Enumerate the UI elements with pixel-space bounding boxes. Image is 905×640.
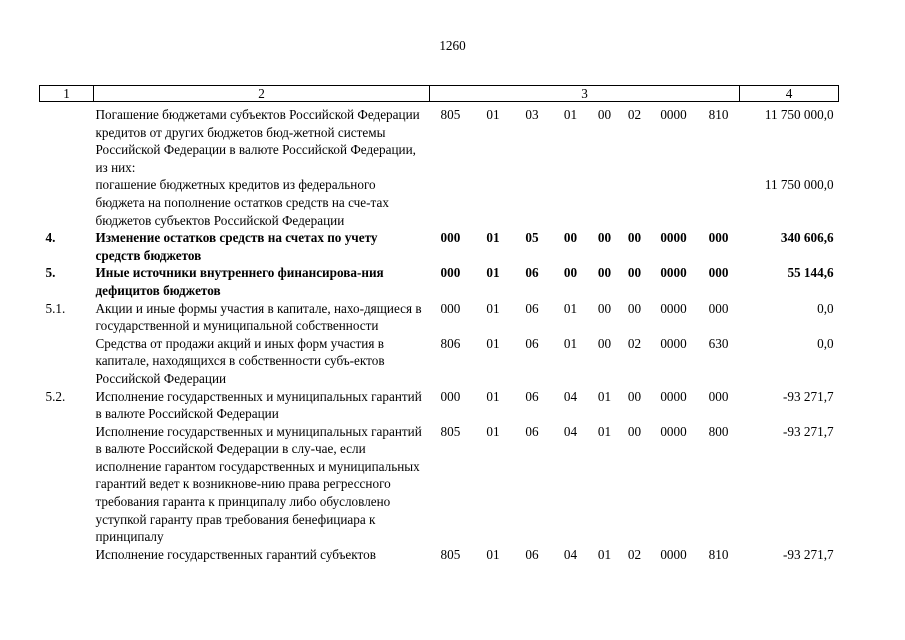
subgroup-code: 06 <box>525 335 539 351</box>
group-code: 01 <box>486 300 500 316</box>
row-amount: -93 271,7 <box>783 546 834 562</box>
subgroup-code: 06 <box>525 546 539 562</box>
row-name: погашение бюджетных кредитов из федерального бюджета на пополнение остатков средств на сче-тах бюджетов субъектов Российской Федерации <box>95 177 389 228</box>
classification-code: 800 <box>708 423 729 439</box>
row-name: Иные источники внутреннего финансирова-ния дефицитов бюджетов <box>95 265 384 298</box>
table-body <box>40 102 839 564</box>
subgroup-code: 05 <box>525 230 539 246</box>
subarticle-code: 01 <box>597 388 612 404</box>
row-number: 4. <box>45 230 56 246</box>
classification-code: 000 <box>708 265 729 281</box>
classification-code: 000 <box>708 230 729 246</box>
group-code: 01 <box>486 265 500 281</box>
admin-code: 000 <box>440 230 461 246</box>
subarticle-code: 01 <box>597 546 612 562</box>
classification-code: 810 <box>708 107 729 122</box>
admin-code: 000 <box>440 388 461 404</box>
row-name: Средства от продажи акций и иных форм участия в капитале, находящихся в собственности субъ-ектов Российской Федерации <box>95 335 385 386</box>
header-col-1: 1 <box>40 86 94 102</box>
program-code: 0000 <box>660 335 687 351</box>
element-code: 00 <box>627 423 642 439</box>
row-number <box>40 335 94 388</box>
row-number: 5.2. <box>45 388 66 404</box>
element-code: 02 <box>627 546 642 562</box>
program-code: 0000 <box>660 107 687 122</box>
row-amount: -93 271,7 <box>783 388 834 404</box>
group-code <box>474 176 513 229</box>
table-row <box>40 264 839 299</box>
row-name: Исполнение государственных гарантий субъектов <box>95 546 376 562</box>
admin-code: 000 <box>440 265 461 281</box>
element-code: 00 <box>627 300 642 316</box>
classification-code <box>698 176 740 229</box>
program-code: 0000 <box>660 423 687 439</box>
row-amount: 11 750 000,0 <box>764 177 834 193</box>
group-code: 01 <box>486 335 500 351</box>
classification-code: 810 <box>708 546 729 562</box>
admin-code: 000 <box>440 300 461 316</box>
article-code: 04 <box>563 546 578 562</box>
subgroup-code: 06 <box>525 300 539 316</box>
group-code: 01 <box>486 107 500 122</box>
program-code: 0000 <box>660 388 687 404</box>
element-code: 00 <box>627 388 642 404</box>
program-code: 0000 <box>660 300 687 316</box>
admin-code: 805 <box>440 546 461 562</box>
row-name: Погашение бюджетами субъектов Российской Федерации кредитов от других бюджетов бюд-жетной системы Российской Федерации в валюте Российской Федерации, из них: <box>95 107 420 175</box>
element-code: 00 <box>627 230 642 246</box>
subgroup-code <box>513 176 552 229</box>
header-col-4: 4 <box>740 86 839 102</box>
subgroup-code: 06 <box>525 423 539 439</box>
admin-code <box>430 176 474 229</box>
row-name: Исполнение государственных и муниципальных гарантий в валюте Российской Федерации в слу-чае, если исполнение гарантом государственных и муниципальных гарантий ведет к возникнове-нию права регрессного требования гаранта к принципалу либо обусловлено уступкой гаранту прав требования бенефициара к принципалу <box>95 423 422 545</box>
row-amount: 0,0 <box>817 335 834 351</box>
classification-code: 630 <box>708 335 729 351</box>
row-amount: 0,0 <box>817 300 834 316</box>
article-code <box>552 176 590 229</box>
element-code: 02 <box>627 107 642 122</box>
subgroup-code: 06 <box>525 265 539 281</box>
article-code: 00 <box>563 230 578 246</box>
article-code: 01 <box>563 107 578 122</box>
subarticle-code: 00 <box>597 335 612 351</box>
subarticle-code: 01 <box>597 423 612 439</box>
admin-code: 805 <box>440 423 461 439</box>
row-amount: 340 606,6 <box>780 230 834 246</box>
table-row <box>40 423 839 546</box>
classification-code: 000 <box>708 300 729 316</box>
program-code: 0000 <box>660 546 687 562</box>
subarticle-code: 00 <box>597 265 612 281</box>
row-number <box>40 423 94 546</box>
article-code: 04 <box>563 423 578 439</box>
program-code: 0000 <box>660 230 687 246</box>
page-number: 1260 <box>439 38 466 53</box>
program-code: 0000 <box>660 265 687 281</box>
header-col-3: 3 <box>430 86 740 102</box>
table-row <box>40 388 839 423</box>
article-code: 04 <box>563 388 578 404</box>
element-code: 00 <box>627 265 642 281</box>
element-code <box>620 176 650 229</box>
element-code: 02 <box>627 335 642 351</box>
article-code: 00 <box>563 265 578 281</box>
group-code: 01 <box>486 546 500 562</box>
table-row <box>40 176 839 229</box>
subarticle-code: 00 <box>597 300 612 316</box>
table-row <box>40 546 839 564</box>
row-amount: 55 144,6 <box>787 265 834 281</box>
budget-sources-table <box>39 85 839 563</box>
row-number: 5. <box>45 265 56 281</box>
row-name: Исполнение государственных и муниципальных гарантий в валюте Российской Федерации <box>95 388 422 422</box>
subarticle-code <box>590 176 620 229</box>
group-code: 01 <box>486 423 500 439</box>
table-header <box>40 86 839 102</box>
group-code: 01 <box>486 388 500 404</box>
row-amount: 11 750 000,0 <box>764 107 834 122</box>
table-row <box>40 335 839 388</box>
table-row <box>40 102 839 177</box>
subgroup-code: 03 <box>525 107 539 122</box>
row-number <box>40 546 94 564</box>
article-code: 01 <box>563 300 578 316</box>
subarticle-code: 00 <box>597 230 612 246</box>
header-col-2: 2 <box>94 86 430 102</box>
row-number <box>40 102 94 177</box>
row-name: Акции и иные формы участия в капитале, нахо-дящиеся в государственной и муниципальной собственности <box>95 300 422 334</box>
classification-code: 000 <box>708 388 729 404</box>
row-name: Изменение остатков средств на счетах по учету средств бюджетов <box>95 230 378 263</box>
row-number: 5.1. <box>45 300 66 316</box>
article-code: 01 <box>563 335 578 351</box>
table-row <box>40 300 839 335</box>
group-code: 01 <box>486 230 500 246</box>
admin-code: 806 <box>440 335 461 351</box>
program-code <box>650 176 698 229</box>
subarticle-code: 00 <box>597 107 612 122</box>
table-row <box>40 229 839 264</box>
subgroup-code: 06 <box>525 388 539 404</box>
row-amount: -93 271,7 <box>783 423 834 439</box>
admin-code: 805 <box>440 107 461 122</box>
row-number <box>40 176 94 229</box>
